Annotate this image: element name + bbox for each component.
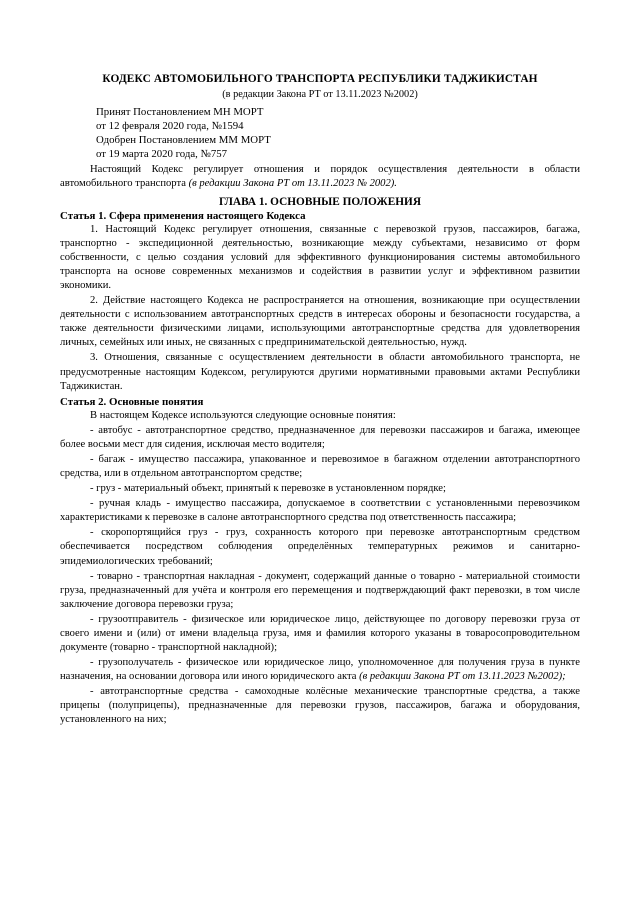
article-1-paragraph-3: 3. Отношения, связанные с осуществлением деятельности в области автомобильного транспорта, не предусмотренные настоящим Кодексом, регулируются другими нормативными правовыми актами Республики Таджикистан.	[60, 352, 580, 392]
preamble-line-3: Одобрен Постановлением ММ МОРТ	[96, 134, 271, 147]
article-1-paragraph-2: 2. Действие настоящего Кодекса не распространяется на отношения, возникающие при осуществлении деятельности с использованием автотранспортных средств в интересах обороны и безопасности государства, а также деятельности физическими лицами, использующими автотранспортные средства для удовлетворения личных, семейных или иных, не связанных с предпринимательской деятельностью, нужд.	[60, 295, 580, 349]
definition-item: - груз - материальный объект, принятый к перевозке в установленном порядке;	[90, 483, 446, 495]
article-1-heading: Статья 1. Сфера применения настоящего Кодекса	[60, 209, 306, 222]
definition-text: - грузополучатель - физическое или юридическое лицо, уполномоченное для получения груза в пункте назначения, на основании договора или иного юридического акта	[60, 657, 580, 683]
chapter-heading-1: ГЛАВА 1. ОСНОВНЫЕ ПОЛОЖЕНИЯ	[219, 195, 421, 208]
definition-item: - скоропортящийся груз - груз, сохранность которого при перевозке автотранспортным средством обеспечивается посредством соблюдения определённых температурных режимов и санитарно-эпидемиологических требований;	[60, 527, 580, 567]
preamble-line-1: Принят Постановлением МН МОРТ	[96, 105, 264, 118]
intro-text: Настоящий Кодекс регулирует отношения и порядок осуществления деятельности в области автомобильного транспорта	[60, 163, 580, 189]
document-title: КОДЕКС АВТОМОБИЛЬНОГО ТРАНСПОРТА РЕСПУБЛИКИ ТАДЖИКИСТАН	[102, 73, 538, 85]
definition-item: - багаж - имущество пассажира, упакованное и перевозимое в багажном отделении автотранспортного средства, или в отдельном автотранспортом средстве;	[60, 453, 580, 480]
article-2-intro: В настоящем Кодексе используются следующие основные понятия:	[90, 409, 396, 421]
definition-item: - автотранспортные средства - самоходные колёсные механические транспортные средства, а также прицепы (полуприцепы), предназначенные для перевозки грузов, пассажиров, багажа и оборудования, установленного на них;	[60, 686, 580, 726]
intro-italic-note: (в редакции Закона РТ от 13.11.2023 № 2002).	[188, 177, 397, 189]
preamble-line-2: от 12 февраля 2020 года, №1594	[96, 119, 244, 132]
definition-item: - автобус - автотранспортное средство, предназначенное для перевозки пассажиров и багажа, имеющее более восьми мест для сидения, исключая место водителя;	[60, 424, 580, 450]
definition-item: - товарно - транспортная накладная - документ, содержащий данные о товарно - материальной стоимости груза, предназначенный для учёта и контроля его перемещения и подтверждающий факт перевозки, в том числе заключение договора перевозки груза;	[60, 570, 580, 610]
definition-item	[60, 656, 580, 684]
preamble-block	[60, 105, 580, 162]
preamble-line-4: от 19 марта 2020 года, №757	[96, 148, 228, 161]
definition-italic-note: (в редакции Закона РТ от 13.11.2023 №2002);	[359, 671, 566, 683]
definition-item: - грузоотправитель - физическое или юридическое лицо, действующее по договору перевозки груза от своего имени и (или) от имени владельца груза, имя и фамилия которого указаны в товаросопроводительном документе (товарно - транспортной накладной);	[60, 613, 580, 653]
definition-item: - ручная кладь - имущество пассажира, допускаемое в соответствии с установленными перевозчиком характеристиками к перевозке в салоне автотранспортного средства под ответственность пассажира;	[60, 498, 580, 524]
article-2-heading: Статья 2. Основные понятия	[60, 395, 204, 408]
article-1-paragraph-1: 1. Настоящий Кодекс регулирует отношения, связанные с перевозкой грузов, пассажиров, багажа, транспортно - экспедиционной деятельностью, возникающие между субъектами, независимо от форм собственности, с целью создания условий для эффективного функционирования системы автомобильного транспорта на основе современных механизмов и содействия в развитии услуг и эффективном развитии экономики.	[60, 223, 580, 292]
intro-paragraph	[60, 163, 580, 191]
document-subtitle: (в редакции Закона РТ от 13.11.2023 №2002)	[222, 89, 418, 101]
